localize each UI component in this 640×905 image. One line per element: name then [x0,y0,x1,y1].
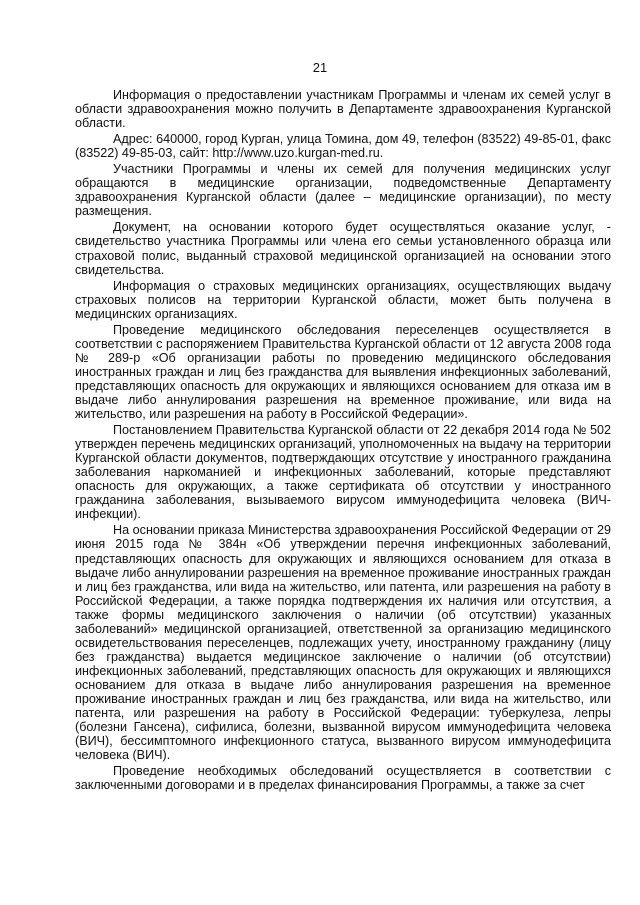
paragraph-resolution-502: Постановлением Правительства Курганской области от 22 декабря 2014 года № 502 утвержден перечень медицинских организаций, уполномоченных на выдачу на территории Курганской области документов, подтверждающих отсутствие у иностранного гражданина заболевания наркоманией и инфекционных заболеваний, которые представляют опасность для окружающих, а также сертификата об отсутствии у иностранного гражданина заболевания, вызываемого вирусом иммунодефицита человека (ВИЧ-инфекции). [75,423,611,522]
paragraph-medical-examination: Проведение медицинского обследования переселенцев осуществляется в соответствии с распоряжением Правительства Курганской области от 12 августа 2008 года № 289-р «Об организации работы по проведению медицинского обследования иностранных граждан и лиц без гражданства для выявления инфекционных заболеваний, представляющих опасность для окружающих и являющихся основанием для отказа им в выдаче либо аннулирования разрешения на временное проживание, или вида на жительство, или разрешения на работу в Российской Федерации». [75,322,611,422]
page-number: 21 [312,60,328,75]
paragraph-examinations-funding: Проведение необходимых обследований осуществляется в соответствии с заключенными договорами и в пределах финансирования Программы, а также за счет [75,764,611,793]
paragraph-address: Адрес: 640000, город Курган, улица Томина, дом 49, телефон (83522) 49-85-01, факс (83522) 49-85-03, сайт: http://www.uzo.kurgan-med.ru. [75,132,611,161]
document-body [75,88,611,794]
paragraph-insurance-info: Информация о страховых медицинских организациях, осуществляющих выдачу страховых полисов на территории Курганской области, может быть получена в медицинских организациях. [75,278,611,321]
paragraph-document-basis: Документ, на основании которого будет осуществляться оказание услуг, - свидетельство участника Программы или члена его семьи установленного образца или страховой полис, выданный страховой медицинской организацией на основании этого свидетельства. [75,220,611,277]
paragraph-services-info: Информация о предоставлении участникам Программы и членам их семей услуг в области здравоохранения можно получить в Департаменте здравоохранения Курганской области. [75,88,611,131]
paragraph-medical-organizations: Участники Программы и члены их семей для получения медицинских услуг обращаются в медицинские организации, подведомственные Департаменту здравоохранения Курганской области (далее – медицинские организации), по месту размещения. [75,162,611,219]
paragraph-order-384n: На основании приказа Министерства здравоохранения Российской Федерации от 29 июня 2015 года № 384н «Об утверждении перечня инфекционных заболеваний, представляющих опасность для окружающих и являющихся основанием для отказа в выдаче либо аннулировании разрешения на временное проживание иностранных граждан и лиц без гражданства, или вида на жительство, или патента, или разрешения на работу в Российской Федерации, а также порядка подтверждения их наличия или отсутствия, а также формы медицинского заключения о наличии (об отсутствии) указанных заболеваний» медицинской организацией, ответственной за организацию медицинского освидетельствования переселенцев, подлежащих учету, иностранному гражданину (лицу без гражданства) выдается медицинское заключение о наличии (об отсутствии) инфекционных заболеваний, представляющих опасность для окружающих и являющихся основанием для отказа в выдаче либо аннулирования разрешения на временное проживание иностранных граждан и лиц без гражданства, или вида на жительство, или патента, или разрешения на работу в Российской Федерации: туберкулеза, лепры (болезни Гансена), сифилиса, болезни, вызванной вирусом иммунодефицита человека (ВИЧ), бессимптомного инфекционного статуса, вызванного вирусом иммунодефицита человека (ВИЧ). [75,523,611,763]
